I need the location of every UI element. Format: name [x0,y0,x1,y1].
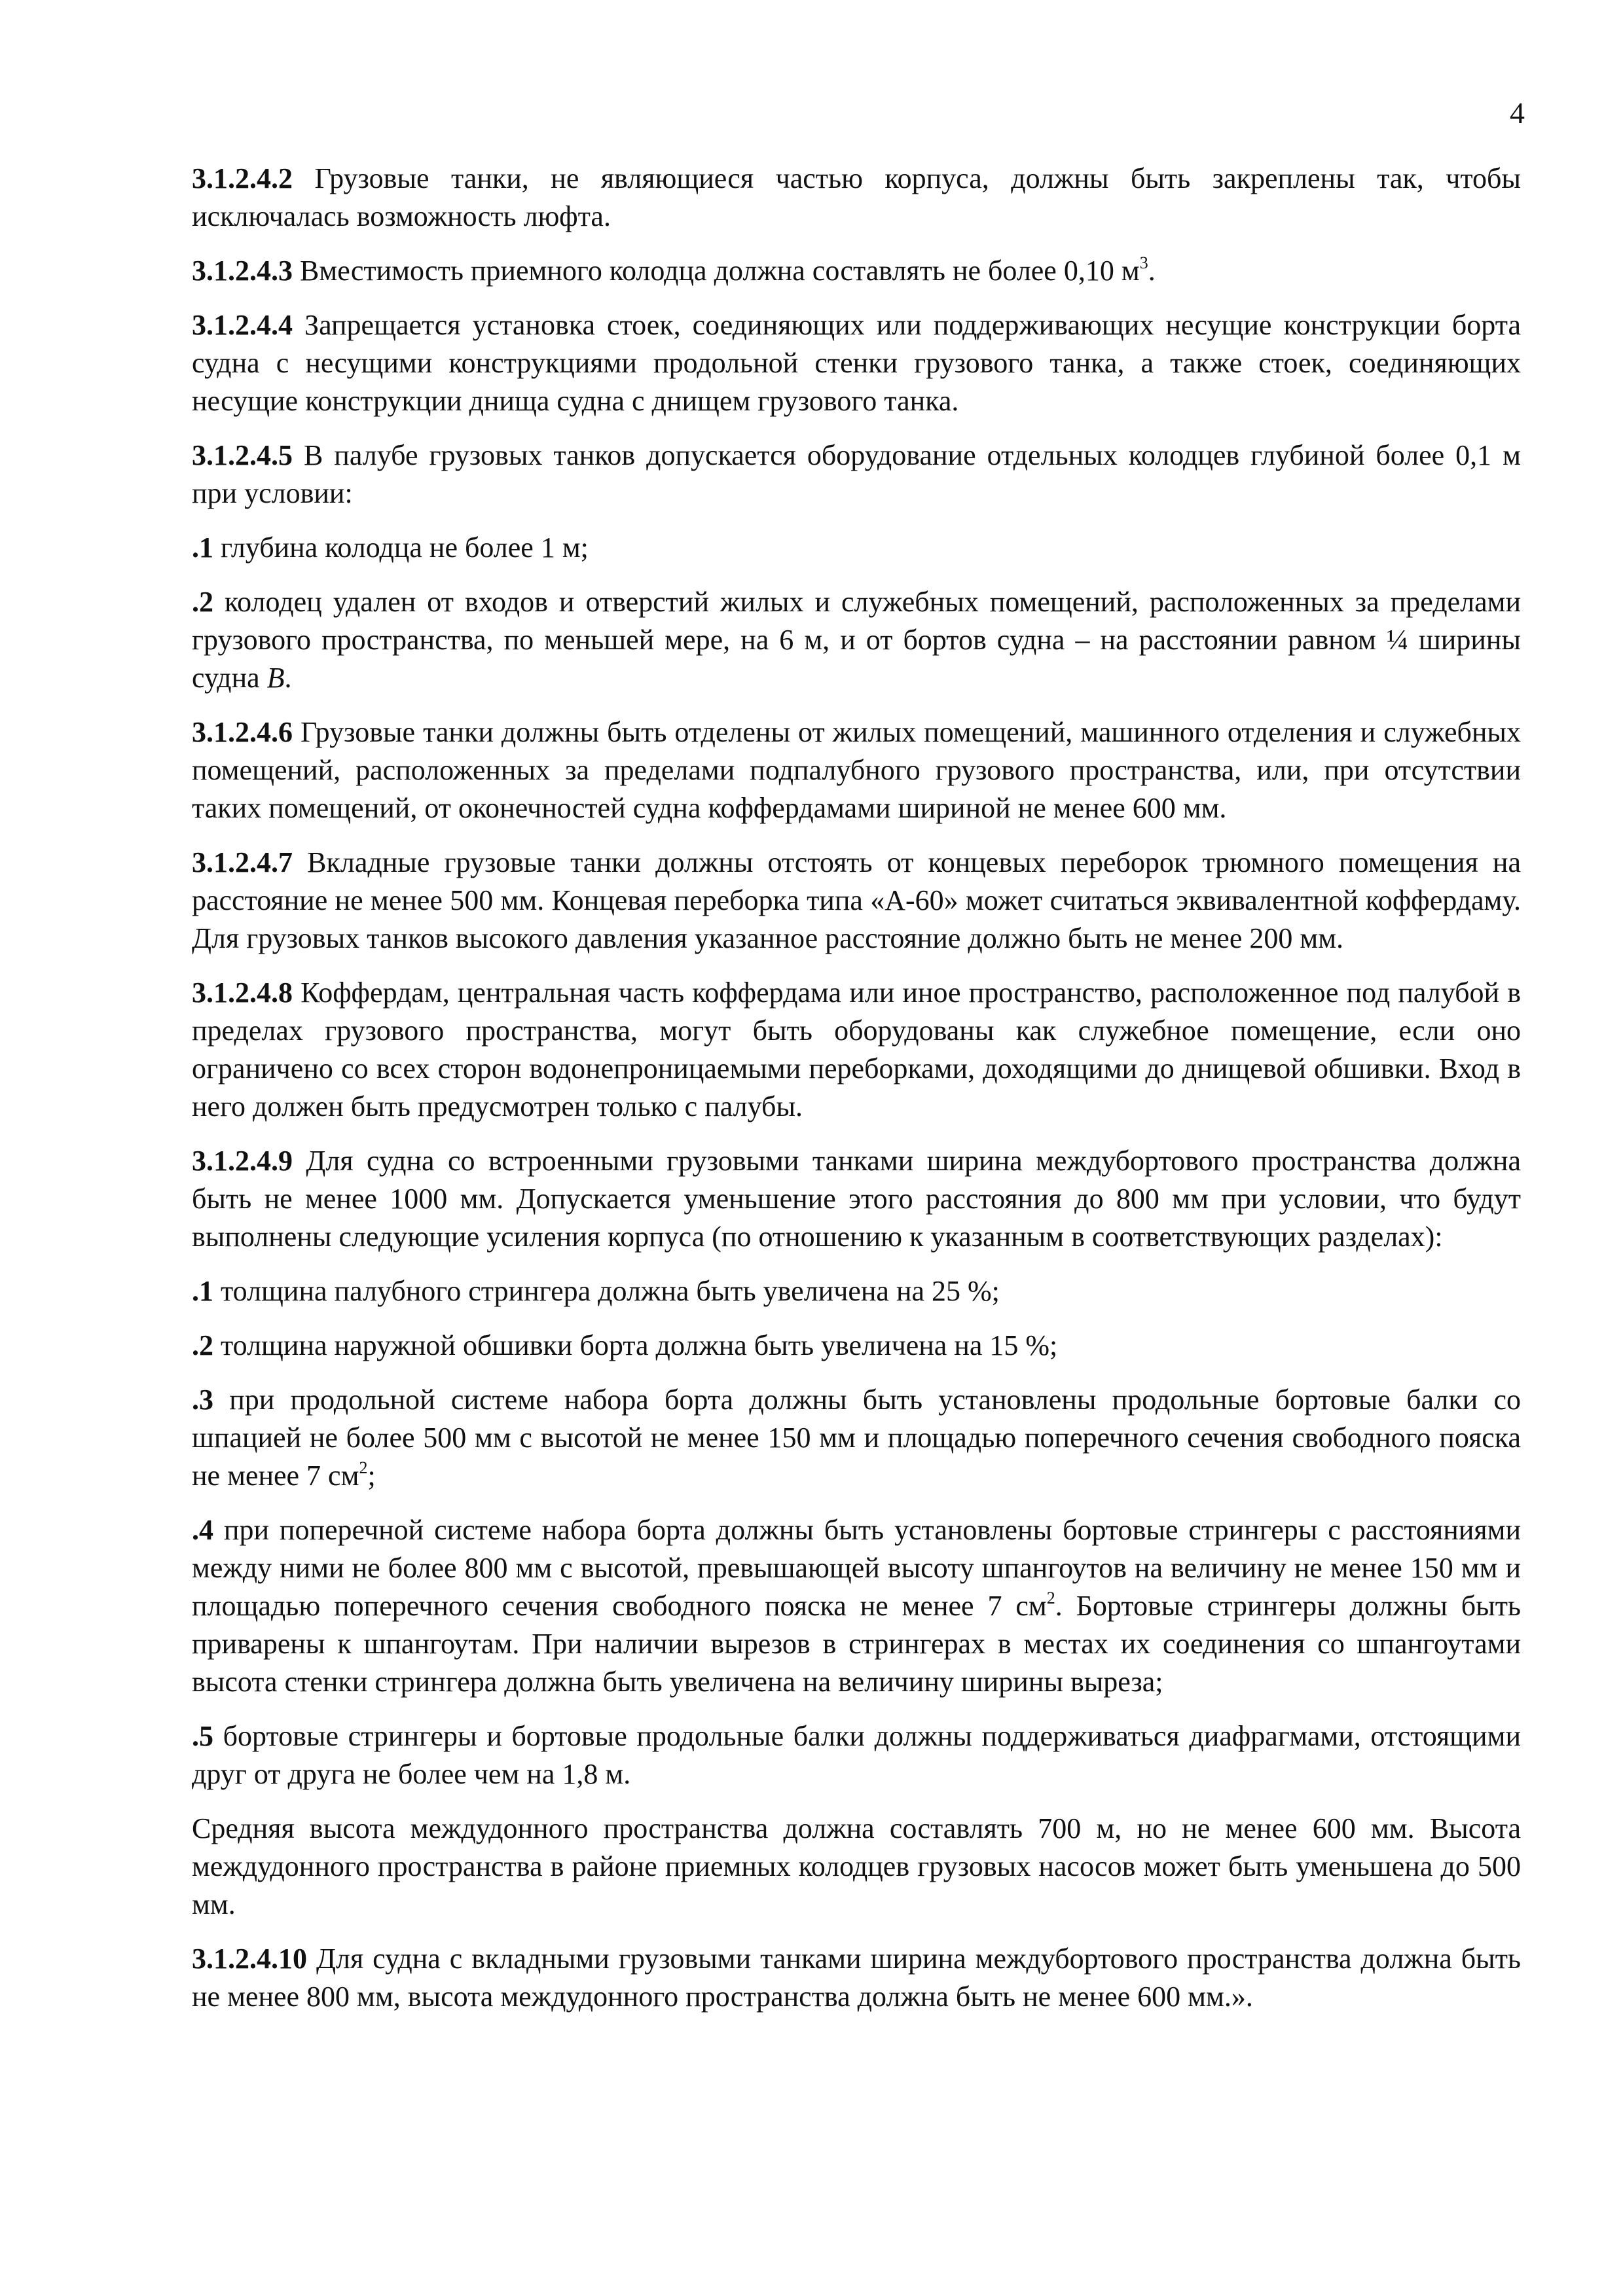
item-number: .5 [192,1720,213,1752]
list-item-2 [192,583,1521,697]
list-item-1 [192,529,1521,567]
clause-number: 3.1.2.4.8 [192,977,293,1009]
paragraph-3-1-2-4-6 [192,713,1521,827]
item-text: толщина палубного стрингера должна быть увеличена на 25 %; [213,1275,1000,1307]
paragraph-3-1-2-4-9 [192,1142,1521,1256]
paragraph-3-1-2-4-10 [192,1940,1521,2016]
clause-number: 3.1.2.4.9 [192,1145,293,1177]
item-text: колодец удален от входов и отверстий жилых и служебных помещений, расположенных за пределами грузового пространства, по меньшей мере, на 6 м, и от бортов судна – на расстоянии равном ¼ ширины судна [192,586,1521,694]
clause-number: 3.1.2.4.10 [192,1943,307,1975]
clause-text: Коффердам, центральная часть коффердама или иное пространство, расположенное под палубой в пределах грузового пространства, могут быть оборудованы как служебное помещение, если оно ограничено со всех сторон водонепроницаемыми переборками, доходящими до днищевой обшивки. Вход в него должен быть предусмотрен только с палубы. [192,977,1521,1122]
item-text: при поперечной системе набора борта должны быть установлены бортовые стрингеры с расстояниями между ними не более 800 мм с высотой, превышающей высоту шпангоутов на величину не менее 150 мм и площадью поперечного сечения свободного пояска не менее 7 см [192,1514,1521,1622]
item-text: глубина колодца не более 1 м; [213,531,589,564]
paragraph-double-bottom [192,1810,1521,1924]
clause-number: 3.1.2.4.3 [192,255,293,287]
clause-text: Средняя высота междудонного пространства должна составлять 700 м, но не менее 600 мм. Высота междудонного пространства в районе приемных колодцев грузовых насосов может быть уменьшена до 500 мм. [192,1812,1521,1920]
item-number: .1 [192,1275,213,1307]
list-item-3 [192,1381,1521,1495]
clause-text: Запрещается установка стоек, соединяющих или поддерживающих несущие конструкции борта судна с несущими конструкциями продольной стенки грузового танка, а также стоек, соединяющих несущие конструкции днища судна с днищем грузового танка. [192,309,1521,417]
paragraph-3-1-2-4-2 [192,160,1521,236]
superscript: 3 [1139,253,1148,272]
clause-text: Вместимость приемного колодца должна составлять не более 0,10 м [293,255,1140,287]
superscript: 2 [1046,1588,1055,1607]
list-item-1 [192,1272,1521,1310]
clause-number: 3.1.2.4.7 [192,846,293,878]
paragraph-3-1-2-4-8 [192,974,1521,1126]
clause-text: Для судна с вкладными грузовыми танками ширина междубортового пространства должна быть не менее 800 мм, высота междудонного пространства должна быть не менее 600 мм.». [192,1943,1521,2013]
page-number: 4 [1510,96,1525,130]
paragraph-3-1-2-4-7 [192,844,1521,958]
clause-number: 3.1.2.4.5 [192,439,293,471]
document-body [192,160,1521,2032]
paragraph-3-1-2-4-4 [192,306,1521,420]
superscript: 2 [359,1458,368,1477]
item-text-tail: ; [367,1460,376,1492]
item-number: .3 [192,1384,213,1416]
list-item-4 [192,1511,1521,1701]
clause-text: Для судна со встроенными грузовыми танками ширина междубортового пространства должна быть не менее 1000 мм. Допускается уменьшение этого расстояния до 800 мм при условии, что будут выполнены следующие усиления корпуса (по отношению к указанным в соответствующих разделах): [192,1145,1521,1253]
item-text-tail: . Бортовые стрингеры должны быть приварены к шпангоутам. При наличии вырезов в стрингерах в местах их соединения со шпангоутами высота стенки стрингера должна быть увеличена на величину ширины выреза; [192,1590,1521,1698]
clause-text: Вкладные грузовые танки должны отстоять от концевых переборок трюмного помещения на расстояние не менее 500 мм. Концевая переборка типа «А-60» может считаться эквивалентной коффердаму. Для грузовых танков высокого давления указанное расстояние должно быть не менее 200 мм. [192,846,1521,954]
clause-number: 3.1.2.4.6 [192,716,293,748]
clause-number: 3.1.2.4.4 [192,309,293,341]
paragraph-3-1-2-4-3 [192,252,1521,290]
clause-number: 3.1.2.4.2 [192,162,293,194]
italic-symbol: B [266,662,285,694]
item-number: .2 [192,586,213,618]
item-text: при продольной системе набора борта должны быть установлены продольные бортовые балки со шпацией не более 500 мм с высотой не менее 150 мм и площадью поперечного сечения свободного пояска не менее 7 см [192,1384,1521,1492]
item-number: .4 [192,1514,213,1546]
clause-text: Грузовые танки должны быть отделены от жилых помещений, машинного отделения и служебных помещений, расположенных за пределами подпалубного грузового пространства, или, при отсутствии таких помещений, от оконечностей судна коффердамами шириной не менее 600 мм. [192,716,1521,824]
paragraph-3-1-2-4-5 [192,437,1521,512]
item-number: .2 [192,1329,213,1361]
item-text: толщина наружной обшивки борта должна быть увеличена на 15 %; [213,1329,1058,1361]
list-item-5 [192,1717,1521,1793]
clause-text-tail: . [1148,255,1156,287]
clause-text: Грузовые танки, не являющиеся частью корпуса, должны быть закреплены так, чтобы исключалась возможность люфта. [192,162,1521,232]
item-text: бортовые стрингеры и бортовые продольные балки должны поддерживаться диафрагмами, отстоящими друг от друга не более чем на 1,8 м. [192,1720,1521,1790]
item-text-tail: . [284,662,292,694]
clause-text: В палубе грузовых танков допускается оборудование отдельных колодцев глубиной более 0,1 м при условии: [192,439,1521,509]
list-item-2 [192,1327,1521,1365]
item-number: .1 [192,531,213,564]
